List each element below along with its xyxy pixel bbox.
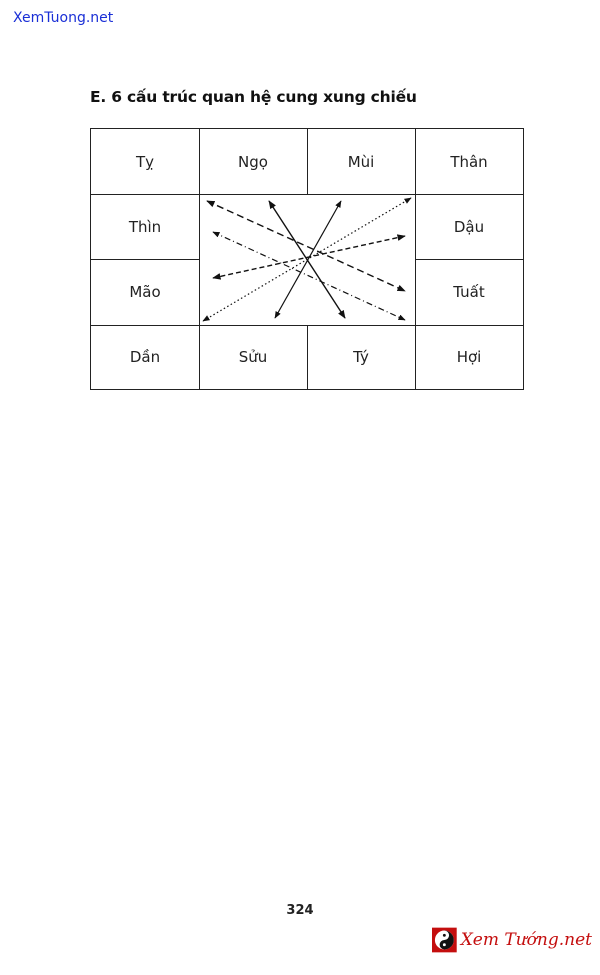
palace-cell-ngo: Ngọ — [238, 152, 268, 171]
palace-cell-ty-snake: Tỵ — [135, 152, 155, 171]
palace-cell-ty-rat: Tý — [353, 348, 369, 366]
site-logo[interactable] — [432, 922, 592, 958]
palace-cell-mui: Mùi — [347, 152, 375, 171]
palace-cell-hoi: Hợi — [456, 348, 482, 366]
palace-cell-suu: Sửu — [238, 348, 268, 366]
palace-cell-dau: Dậu — [453, 217, 485, 236]
palace-grid — [90, 128, 524, 390]
palace-cell-than: Thân — [450, 152, 488, 171]
arrow-dau-mao — [213, 236, 405, 278]
palace-cell-thin: Thìn — [128, 217, 162, 236]
site-watermark: XemTuong.net — [13, 10, 114, 26]
yin-yang-icon — [432, 923, 457, 957]
arrow-thin-tuat — [207, 201, 405, 291]
arrow-mui-suu — [275, 201, 341, 318]
palace-cell-dan: Dần — [129, 348, 161, 366]
opposition-arrows-diagram — [199, 194, 415, 325]
logo-text: Xem Tướng.net — [460, 930, 592, 950]
palace-cell-mao: Mão — [129, 283, 161, 301]
palace-cell-tuat: Tuất — [453, 283, 485, 301]
arrow-than-dan — [203, 198, 411, 321]
page-number: 324 — [286, 903, 314, 918]
section-title: E. 6 cấu trúc quan hệ cung xung chiếu — [90, 88, 417, 106]
arrow-ti-hoi — [213, 232, 405, 320]
